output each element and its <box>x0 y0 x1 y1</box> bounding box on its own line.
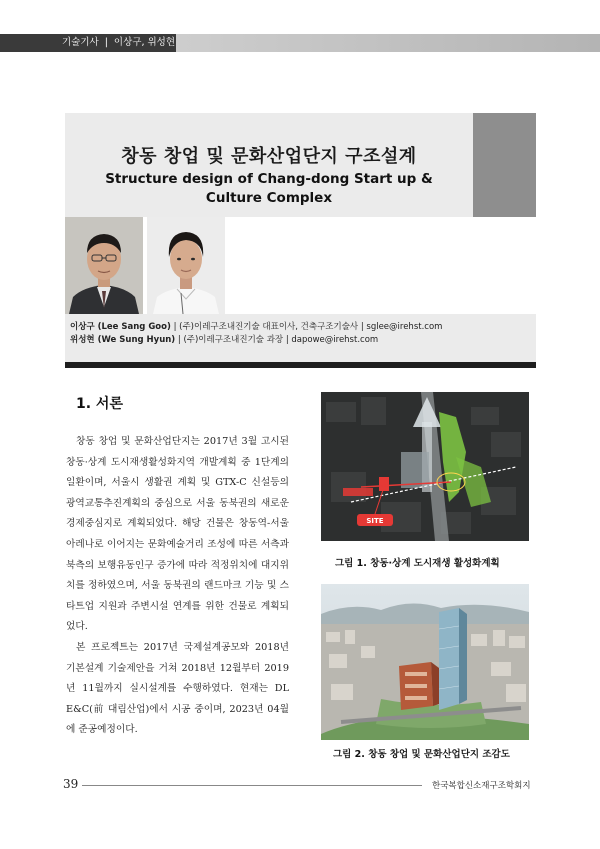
footer-rule <box>82 785 422 786</box>
author-line-2 <box>70 333 378 345</box>
author-photo-we <box>147 217 225 314</box>
section-heading: 1. 서론 <box>76 396 123 412</box>
page-number: 39 <box>63 777 79 791</box>
author-photo-lee <box>65 217 143 314</box>
header-label <box>0 34 176 52</box>
article-title-korean: 창동 창업 및 문화산업단지 구조설계 <box>121 146 417 167</box>
author-affiliation: | (주)이레구조내진기술 대표이사, 건축구조기술사 | <box>170 322 367 332</box>
paragraph: 창동 창업 및 문화산업단지는 2017년 3월 고시된 창동·상계 도시재생활성화지역 개발계획 중 1단계의 일환이며, 서울시 생활권 계획 및 GTX-C 신설등의 광역교통추진계획의 중심으로 서울 동북권의 새로운 경제중심지로 계획되었다. 해당 건물은 창동역-서울아레나로 이어지는 문화예술거리 조성에 따른 서측과 북측의 보행유동인구 증가에 따라 적정위치에 대지위치를 정하였으며, 서울 동북권의 랜드마크 기능 및 스타트업 지원과 주변시설 연계를 위한 건물로 계획되었다. <box>66 436 289 633</box>
author-affiliation: | (주)이레구조내진기술 과장 | <box>175 335 292 345</box>
author-email: dapowe@irehst.com <box>291 335 379 345</box>
body-text <box>66 432 289 741</box>
header-separator: | <box>104 37 108 48</box>
header-category: 기술기사 <box>62 37 99 48</box>
figure-2-aerial <box>321 584 529 740</box>
paragraph: 본 프로젝트는 2017년 국제설계공모와 2018년 기본설계 기술제안을 거쳐 2018년 12월부터 2019년 11월까지 실시설계를 수행하였다. 현재는 DL E&C(前 대림산업)에서 시공 중이며, 2023년 04월에 준공예정이다. <box>66 641 289 736</box>
article-title-english: Structure design of Chang-dong Start up & Culture Complex <box>105 171 433 206</box>
author-name: 위성현 (We Sung Hyun) <box>70 335 176 345</box>
journal-name: 한국복합신소재구조학회지 <box>432 781 531 791</box>
author-name: 이상구 (Lee Sang Goo) <box>70 322 171 332</box>
author-line-1 <box>70 320 442 332</box>
author-email: sglee@irehst.com <box>366 322 443 332</box>
site-label: SITE <box>366 517 384 525</box>
title-accent-block <box>473 113 536 217</box>
figure-1-caption: 그림 1. 창동·상계 도시재생 활성화계획 <box>335 558 500 569</box>
header-authors: 이상구, 위성현 <box>113 37 176 48</box>
figure-2-caption: 그림 2. 창동 창업 및 문화산업단지 조감도 <box>333 749 510 760</box>
figure-1-map <box>321 392 529 541</box>
